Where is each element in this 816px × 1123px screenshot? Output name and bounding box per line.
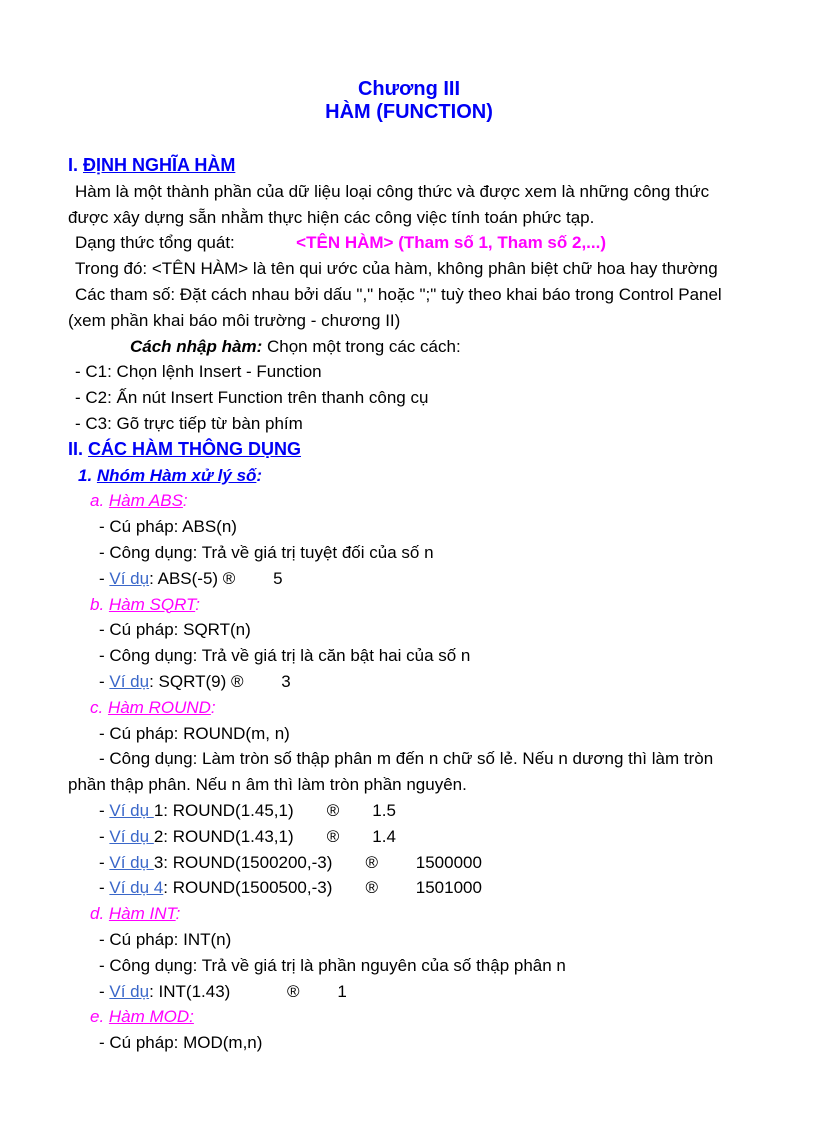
formula-line [75, 230, 750, 256]
section-heading [68, 437, 750, 463]
body-line [75, 282, 750, 308]
text-run: : SQRT(9) ® 3 [149, 671, 291, 691]
text-run: 1: ROUND(1.45,1) ® 1.5 [153, 800, 396, 820]
text-run: Dạng thức tổng quát: [75, 233, 297, 253]
text-run: Cách nhập hàm: [130, 336, 263, 356]
usage-line [99, 540, 750, 566]
syntax-line [99, 617, 750, 643]
text-run: - [99, 852, 110, 872]
text-run: - Cú pháp: MOD(m,n) [99, 1033, 263, 1053]
text-run: - C2: Ấn nút Insert Function trên thanh công cụ [75, 388, 429, 408]
text-run: Các tham số: Đặt cách nhau bởi dấu "," hoặc ";" tuỳ theo khai báo trong Control Panel [75, 284, 722, 304]
text-run: - [99, 671, 110, 691]
text-run: phần thập phân. Nếu n âm thì làm tròn phần nguyên. [68, 775, 467, 795]
syntax-line [99, 721, 750, 747]
text-run: - Cú pháp: SQRT(n) [99, 620, 251, 640]
bullet-line [75, 359, 750, 385]
body-line [130, 334, 750, 360]
vi-du-link[interactable]: Ví dụ [109, 852, 154, 872]
text-run: - Công dụng: Làm tròn số thập phân m đến n chữ số lẻ. Nếu n dương thì làm tròn [99, 749, 714, 769]
text-run: b. [90, 594, 109, 614]
text-run: e. [90, 1007, 109, 1027]
text-run: - C1: Chọn lệnh Insert - Function [75, 362, 322, 382]
function-heading [90, 592, 750, 618]
text-run: Hàm ABS [108, 491, 183, 511]
bullet-line [75, 385, 750, 411]
usage-line [99, 953, 750, 979]
text-run: 2: ROUND(1.43,1) ® 1.4 [153, 826, 396, 846]
section-heading [68, 153, 750, 179]
body-line [68, 205, 750, 231]
text-run: : ROUND(1500500,-3) ® 1501000 [163, 878, 482, 898]
example-line [99, 850, 750, 876]
text-run: (xem phần khai báo môi trường - chương II) [68, 310, 401, 330]
text-run: được xây dựng sẵn nhằm thực hiện các công việc tính toán phức tạp. [68, 207, 595, 227]
text-run: - [99, 981, 110, 1001]
example-line [99, 566, 750, 592]
function-heading [90, 488, 750, 514]
vi-du-link[interactable]: Ví dụ [109, 800, 154, 820]
text-run: I. [68, 155, 84, 175]
text-run: Chọn một trong các cách: [262, 336, 461, 356]
usage-line [99, 643, 750, 669]
text-run: - C3: Gõ trực tiếp từ bàn phím [75, 413, 303, 433]
chapter-subtitle: HÀM (FUNCTION) [325, 101, 493, 123]
text-run: : [256, 465, 263, 485]
example-line [99, 669, 750, 695]
syntax-line [99, 927, 750, 953]
example-line [99, 824, 750, 850]
text-run: Hàm ROUND [107, 697, 211, 717]
body-line [68, 308, 750, 334]
text-run: - Công dụng: Trả về giá trị tuyệt đối của số n [99, 542, 434, 562]
example-line [99, 798, 750, 824]
text-run: d. [90, 904, 109, 924]
vi-du-link[interactable]: Ví dụ [109, 981, 150, 1001]
text-run: Hàm INT [108, 904, 176, 924]
text-run: 3: ROUND(1500200,-3) ® 1500000 [153, 852, 482, 872]
syntax-line [99, 514, 750, 540]
bullet-line [75, 411, 750, 437]
group-heading [78, 463, 750, 489]
text-run: a. [90, 491, 109, 511]
vi-du-link[interactable]: Ví dụ [109, 671, 150, 691]
vi-du-link[interactable]: Ví dụ [109, 826, 154, 846]
text-run: Hàm là một thành phần của dữ liệu loại công thức và được xem là những công thức [75, 181, 710, 201]
text-run: - [99, 826, 110, 846]
text-run: - Công dụng: Trả về giá trị là phần nguyên của số thập phân n [99, 955, 566, 975]
text-run: - Cú pháp: ABS(n) [99, 517, 237, 537]
function-heading [90, 695, 750, 721]
text-run: : INT(1.43) ® 1 [149, 981, 347, 1001]
body-line [75, 179, 750, 205]
text-run: : [175, 904, 181, 924]
vi-du-link[interactable]: Ví dụ [109, 568, 150, 588]
text-run: - [99, 800, 110, 820]
text-run: Hàm SQRT [108, 594, 196, 614]
text-run: - [99, 568, 110, 588]
text-run: : [195, 594, 200, 614]
usage-line [68, 772, 750, 798]
function-heading [90, 901, 750, 927]
text-run: Trong đó: <TÊN HÀM> là tên qui ước của hàm, không phân biệt chữ hoa hay thường [75, 259, 718, 279]
syntax-line [99, 1030, 750, 1056]
usage-line [99, 746, 750, 772]
text-run: CÁC HÀM THÔNG DỤNG [88, 438, 302, 459]
body-line [75, 256, 750, 282]
text-run: c. [90, 697, 108, 717]
text-run: 1. [78, 465, 97, 485]
text-run: ĐỊNH NGHĨA HÀM [83, 155, 236, 175]
text-run: : [182, 491, 188, 511]
example-line [99, 979, 750, 1005]
text-run: : ABS(-5) ® 5 [149, 568, 283, 588]
chapter-title: Chương III [357, 78, 461, 100]
document-body [68, 153, 750, 1056]
document-title [68, 78, 750, 124]
function-heading [90, 1004, 750, 1030]
text-run: <TÊN HÀM> (Tham số 1, Tham số 2,...) [296, 233, 607, 253]
text-run: Hàm MOD: [108, 1007, 194, 1027]
text-run: Nhóm Hàm xử lý số [96, 465, 257, 485]
vi-du-link[interactable]: Ví dụ 4 [109, 878, 164, 898]
text-run: : [210, 697, 216, 717]
text-run: - Công dụng: Trả về giá trị là căn bật hai của số n [99, 646, 471, 666]
example-line [99, 875, 750, 901]
text-run: - Cú pháp: ROUND(m, n) [99, 723, 290, 743]
text-run: - Cú pháp: INT(n) [99, 929, 232, 949]
text-run: II. [68, 438, 89, 459]
text-run: - [99, 878, 110, 898]
